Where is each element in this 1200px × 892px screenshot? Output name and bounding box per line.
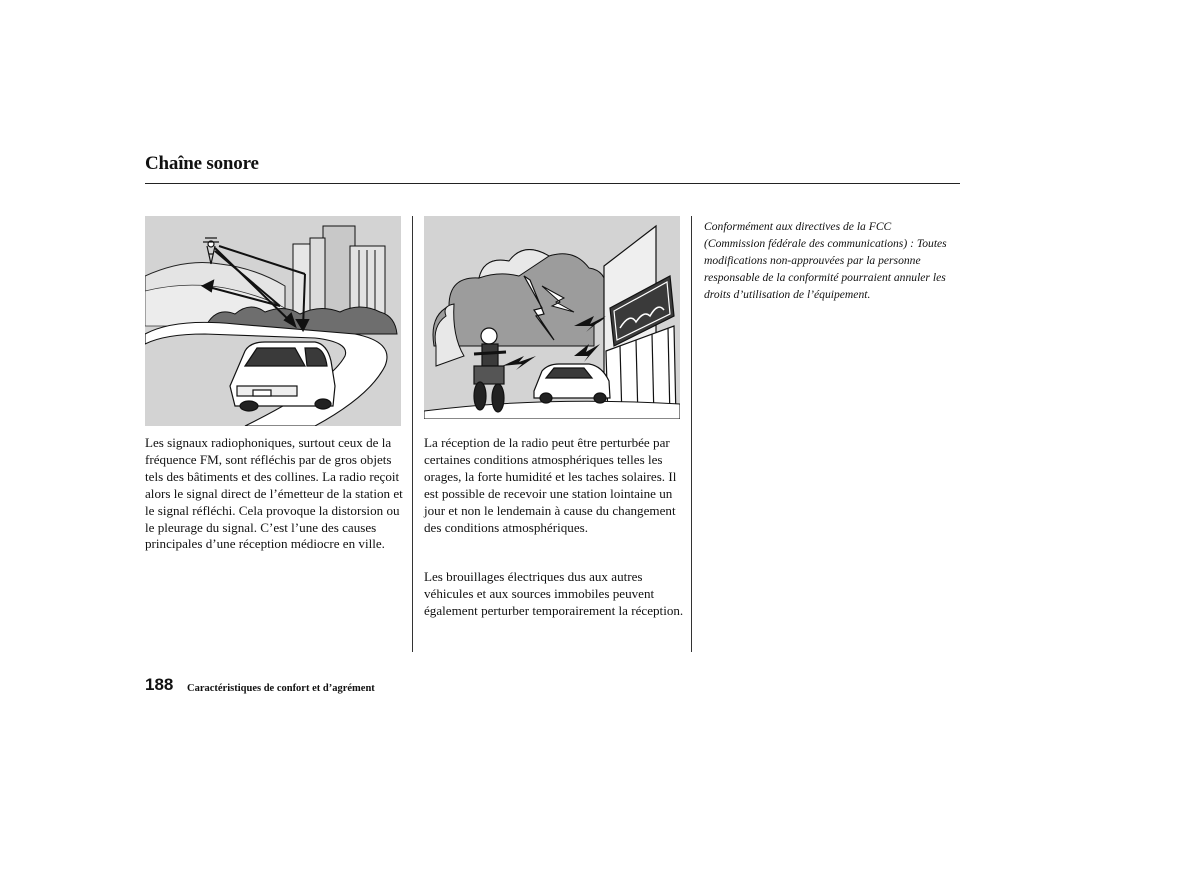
illustration-atmospheric-interference [424,216,680,419]
column-divider-2 [691,216,692,652]
page-title: Chaîne sonore [145,153,259,174]
title-divider [145,183,960,184]
page-number: 188 [145,675,174,694]
column-divider-1 [412,216,413,652]
section-footer-label: Caractéristiques de confort et d’agrément [187,683,375,694]
left-column-paragraph: Les signaux radiophoniques, surtout ceux de la fréquence FM, sont réfléchis par de gros objets tels des bâtiments et des collines. La radio reçoit alors le signal direct de l’émetteur de la station et le signal réfléchi. Cela provoque la distorsion ou le pleurage du signal. C’est l’une des causes principales d’une réception médiocre en ville. [145,435,403,552]
illustration-signal-reflection [145,216,401,426]
middle-column-paragraph-1: La réception de la radio peut être perturbée par certaines conditions atmosphériques telles les orages, la forte humidité et les taches solaires. Il est possible de recevoir une station lointaine un jour et non le lendemain à cause du changement des conditions atmosphériques. [424,435,677,535]
middle-column-paragraph-2: Les brouillages électriques dus aux autres véhicules et aux sources immobiles peuvent également perturber temporairement la réception. [424,569,684,618]
fcc-compliance-note: Conformément aux directives de la FCC (Commission fédérale des communications) : Toutes modifications non-approuvées par la personne responsable de la conformité pourraient annuler les droits d’utilisation de l’équipement. [704,220,947,301]
